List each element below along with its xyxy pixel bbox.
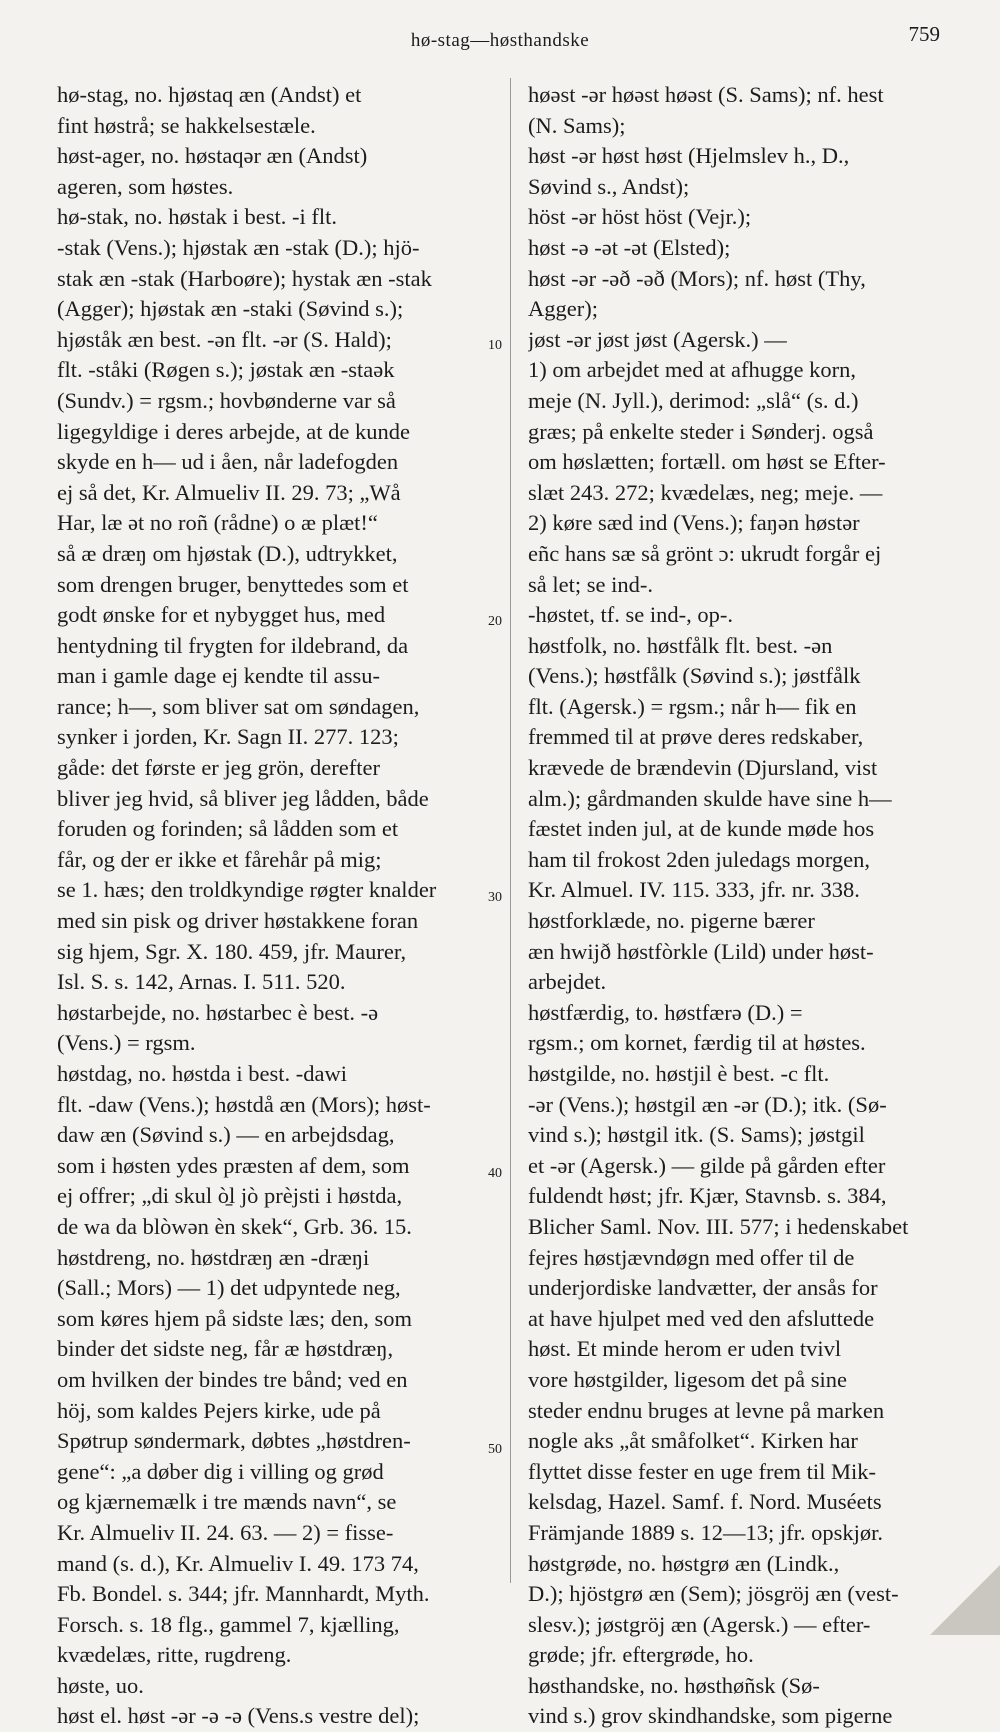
- text-line: som drengen bruger, benyttedes som et: [57, 571, 409, 597]
- text-line: høst -ər -əð -əð (Mors); nf. høst (Thy,: [528, 265, 866, 291]
- text-line: steder endnu bruges at levne på marken: [528, 1397, 885, 1423]
- text-line: Isl. S. s. 142, Arnas. I. 511. 520.: [57, 969, 346, 995]
- text-line: så let; se ind-.: [528, 571, 653, 597]
- text-line: daw æn (Søvind s.) — en arbejdsdag,: [57, 1122, 395, 1148]
- text-line: de wa da blòwən èn skek“, Grb. 36. 15.: [57, 1213, 412, 1239]
- text-line: Har, læ ət no roñ (rådne) o æ plæt!“: [57, 510, 378, 536]
- text-line: höj, som kaldes Pejers kirke, ude på: [57, 1397, 381, 1423]
- text-line: fremmed til at prøve deres redskaber,: [528, 724, 864, 750]
- text-line: ageren, som høstes.: [57, 173, 234, 199]
- text-line: (N. Sams);: [528, 112, 626, 138]
- text-line: mand (s. d.), Kr. Almueliv I. 49. 173 74,: [57, 1550, 419, 1576]
- running-head: hø-stag—høsthandske: [410, 30, 590, 51]
- text-line: -stak (Vens.); hjøstak æn -stak (D.); hjö-: [57, 234, 420, 260]
- text-line: hentydning til frygten for ildebrand, da: [57, 632, 409, 658]
- line-number: 10: [488, 338, 502, 353]
- text-line: se 1. hæs; den troldkyndige røgter knalder: [57, 877, 437, 903]
- text-line: ej offrer; „di skul ò̱l jò prèjsti i høstda,: [57, 1183, 403, 1209]
- text-line: foruden og forinden; så lådden som et: [57, 816, 399, 842]
- text-line: høstgilde, no. høstjil è best. -c flt.: [528, 1061, 830, 1086]
- text-line: höst -ər höst höst (Vejr.);: [528, 204, 752, 230]
- text-line: om høslætten; fortæll. om høst se Efter-: [528, 449, 886, 475]
- text-line: æn hwijð høstfòrkle (Lild) under høst-: [528, 938, 874, 964]
- text-line: og kjærnemælk i tre mænds navn“, se: [57, 1489, 397, 1515]
- text-line: (Agger); hjøstak æn -staki (Søvind s.);: [57, 296, 404, 322]
- text-line: rance; h—, som bliver sat om søndagen,: [57, 693, 420, 719]
- text-line: kelsdag, Hazel. Samf. f. Nord. Muséets: [528, 1489, 882, 1515]
- text-line: slesv.); jøstgröj æn (Agersk.) — efter-: [528, 1611, 871, 1637]
- text-line: eñc hans sæ så grönt ɔ: ukrudt forgår ej: [528, 540, 882, 566]
- text-line: synker i jorden, Kr. Sagn II. 277. 123;: [57, 724, 399, 750]
- right-column: [528, 80, 960, 1732]
- text-line: kvædelæs, ritte, rugdreng.: [57, 1642, 292, 1668]
- text-line: får, og der er ikke et fårehår på mig;: [57, 846, 382, 872]
- text-line: Søvind s., Andst);: [528, 173, 690, 199]
- text-line: et -ər (Agersk.) — gilde på gården efter: [528, 1152, 886, 1178]
- text-line: græs; på enkelte steder i Sønderj. også: [528, 418, 874, 444]
- text-line: høəst -ər høəst høəst (S. Sams); nf. hest: [528, 82, 884, 107]
- text-line: slæt 243. 272; kvædelæs, neg; meje. —: [528, 479, 883, 505]
- text-line: underjordiske landvætter, der ansås for: [528, 1275, 878, 1301]
- text-line: 1) om arbejdet med at afhugge korn,: [528, 357, 857, 383]
- text-line: grøde; jfr. eftergrøde, ho.: [528, 1642, 754, 1668]
- text-line: arbejdet.: [528, 969, 607, 995]
- text-line: høstdag, no. høstda i best. -dawi: [57, 1061, 347, 1086]
- text-line: gene“: „a døber dig i villing og grød: [57, 1458, 384, 1484]
- text-line: høst -ə -ət -ət (Elsted);: [528, 234, 731, 260]
- text-line: høst el. høst -ər -ə -ə (Vens.s vestre del);: [57, 1703, 420, 1729]
- text-line: -høstet, tf. se ind-, op-.: [528, 602, 733, 628]
- text-line: gåde: det første er jeg grön, derefter: [57, 755, 380, 781]
- text-line: godt ønske for et nybygget hus, med: [57, 602, 386, 628]
- text-line: vind s.) grov skindhandske, som pigerne: [528, 1703, 893, 1729]
- text-line: (Sall.; Mors) — 1) det udpyntede neg,: [57, 1275, 401, 1301]
- text-line: (Sundv.) = rgsm.; hovbønderne var så: [57, 387, 396, 413]
- text-line: Kr. Almuel. IV. 115. 333, jfr. nr. 338.: [528, 877, 860, 903]
- text-line: Spøtrup søndermark, døbtes „høstdren-: [57, 1428, 411, 1454]
- text-line: som i høsten ydes præsten af dem, som: [57, 1152, 410, 1178]
- text-line: ligegyldige i deres arbejde, at de kunde: [57, 418, 410, 444]
- text-line: bliver jeg hvid, så bliver jeg lådden, både: [57, 785, 429, 811]
- text-line: man i gamle dage ej kendte til assu-: [57, 663, 381, 689]
- line-number: 30: [488, 890, 502, 905]
- text-line: fint høstrå; se hakkelsestæle.: [57, 112, 316, 138]
- text-line: Blicher Saml. Nov. III. 577; i hedenskabet: [528, 1213, 909, 1239]
- text-line: flt. -ståki (Røgen s.); jøstak æn -staək: [57, 357, 395, 383]
- page-number: 759: [908, 22, 940, 46]
- text-line: Fb. Bondel. s. 344; jfr. Mannhardt, Myth.: [57, 1581, 430, 1607]
- text-line: høstforklæde, no. pigerne bærer: [528, 908, 815, 934]
- text-line: høstdreng, no. høstdræŋ æn -dræŋi: [57, 1244, 370, 1270]
- text-line: fuldendt høst; jfr. Kjær, Stavnsb. s. 384,: [528, 1183, 887, 1209]
- text-line: at have hjulpet med ved den afsluttede: [528, 1305, 875, 1331]
- text-line: skyde en h— ud i åen, når ladefogden: [57, 449, 399, 475]
- text-line: høstarbejde, no. høstarbec è best. -ə: [57, 999, 379, 1025]
- text-line: sig hjem, Sgr. X. 180. 459, jfr. Maurer,: [57, 938, 407, 964]
- line-number: 50: [488, 1442, 502, 1457]
- text-line: høste, uo.: [57, 1672, 144, 1698]
- text-line: vind s.); høstgil itk. (S. Sams); jøstgil: [528, 1122, 865, 1148]
- text-line: hø-stag, no. hjøstaq æn (Andst) et: [57, 82, 362, 107]
- text-line: stak æn -stak (Harboøre); hystak æn -stak: [57, 265, 432, 291]
- text-line: (Vens.); høstfålk (Søvind s.); jøstfålk: [528, 663, 861, 689]
- text-line: Forsch. s. 18 flg., gammel 7, kjælling,: [57, 1611, 400, 1637]
- text-line: høst-ager, no. høstaqər æn (Andst): [57, 143, 368, 169]
- text-line: flt. (Agersk.) = rgsm.; når h— fik en: [528, 693, 857, 719]
- text-line: alm.); gårdmanden skulde have sine h—: [528, 785, 892, 811]
- text-line: ham til frokost 2den juledags morgen,: [528, 846, 871, 872]
- text-line: som køres hjem på sidste læs; den, som: [57, 1305, 412, 1331]
- text-line: om hvilken der bindes tre bånd; ved en: [57, 1366, 408, 1392]
- text-line: binder det sidste neg, får æ høstdræŋ,: [57, 1336, 394, 1362]
- text-line: Agger);: [528, 296, 598, 322]
- text-line: hø-stak, no. høstak i best. -i flt.: [57, 204, 337, 230]
- column-divider: [510, 78, 511, 1583]
- text-line: høstfolk, no. høstfålk flt. best. -ən: [528, 632, 833, 658]
- text-line: Främjande 1889 s. 12—13; jfr. opskjør.: [528, 1519, 883, 1545]
- text-line: Kr. Almueliv II. 24. 63. — 2) = fisse-: [57, 1519, 394, 1545]
- line-number: 40: [488, 1166, 502, 1181]
- text-line: flt. -daw (Vens.); høstdå æn (Mors); høst-: [57, 1091, 431, 1117]
- text-line: ej så det, Kr. Almueliv II. 29. 73; „Wå: [57, 479, 401, 505]
- text-line: -ər (Vens.); høstgil æn -ər (D.); itk. (Sø-: [528, 1091, 887, 1117]
- line-number: 20: [488, 614, 502, 629]
- text-line: (Vens.) = rgsm.: [57, 1030, 196, 1056]
- text-line: jøst -ər jøst jøst (Agersk.) —: [528, 326, 787, 352]
- text-line: krævede de brændevin (Djursland, vist: [528, 755, 878, 781]
- text-line: høst -ər høst høst (Hjelmslev h., D.,: [528, 143, 850, 169]
- text-line: fæstet inden jul, at de kunde møde hos: [528, 816, 875, 842]
- page-corner-curl: [930, 1565, 1000, 1635]
- text-line: nogle aks „åt småfolket“. Kirken har: [528, 1428, 858, 1454]
- text-line: flyttet disse fester en uge frem til Mik-: [528, 1458, 877, 1484]
- text-line: så æ dræŋ om hjøstak (D.), udtrykket,: [57, 540, 398, 566]
- text-line: rgsm.; om kornet, færdig til at høstes.: [528, 1030, 866, 1056]
- text-line: hjøståk æn best. -ən flt. -ər (S. Hald);: [57, 326, 392, 352]
- text-line: meje (N. Jyll.), derimod: „slå“ (s. d.): [528, 387, 859, 413]
- text-line: D.); hjöstgrø æn (Sem); jösgröj æn (vest-: [528, 1581, 899, 1607]
- text-line: fejres høstjævndøgn med offer til de: [528, 1244, 855, 1270]
- text-line: høsthandske, no. høsthøñsk (Sø-: [528, 1672, 820, 1698]
- text-line: med sin pisk og driver høstakkene foran: [57, 908, 419, 934]
- text-line: høst. Et minde herom er uden tvivl: [528, 1336, 842, 1362]
- text-line: høstgrøde, no. høstgrø æn (Lindk.,: [528, 1550, 840, 1576]
- text-line: vore høstgilder, ligesom det på sine: [528, 1366, 848, 1392]
- text-line: 2) køre sæd ind (Vens.); faŋən høstər: [528, 510, 860, 536]
- text-line: høstfærdig, to. høstfærə (D.) =: [528, 999, 803, 1025]
- left-column: [57, 80, 489, 1732]
